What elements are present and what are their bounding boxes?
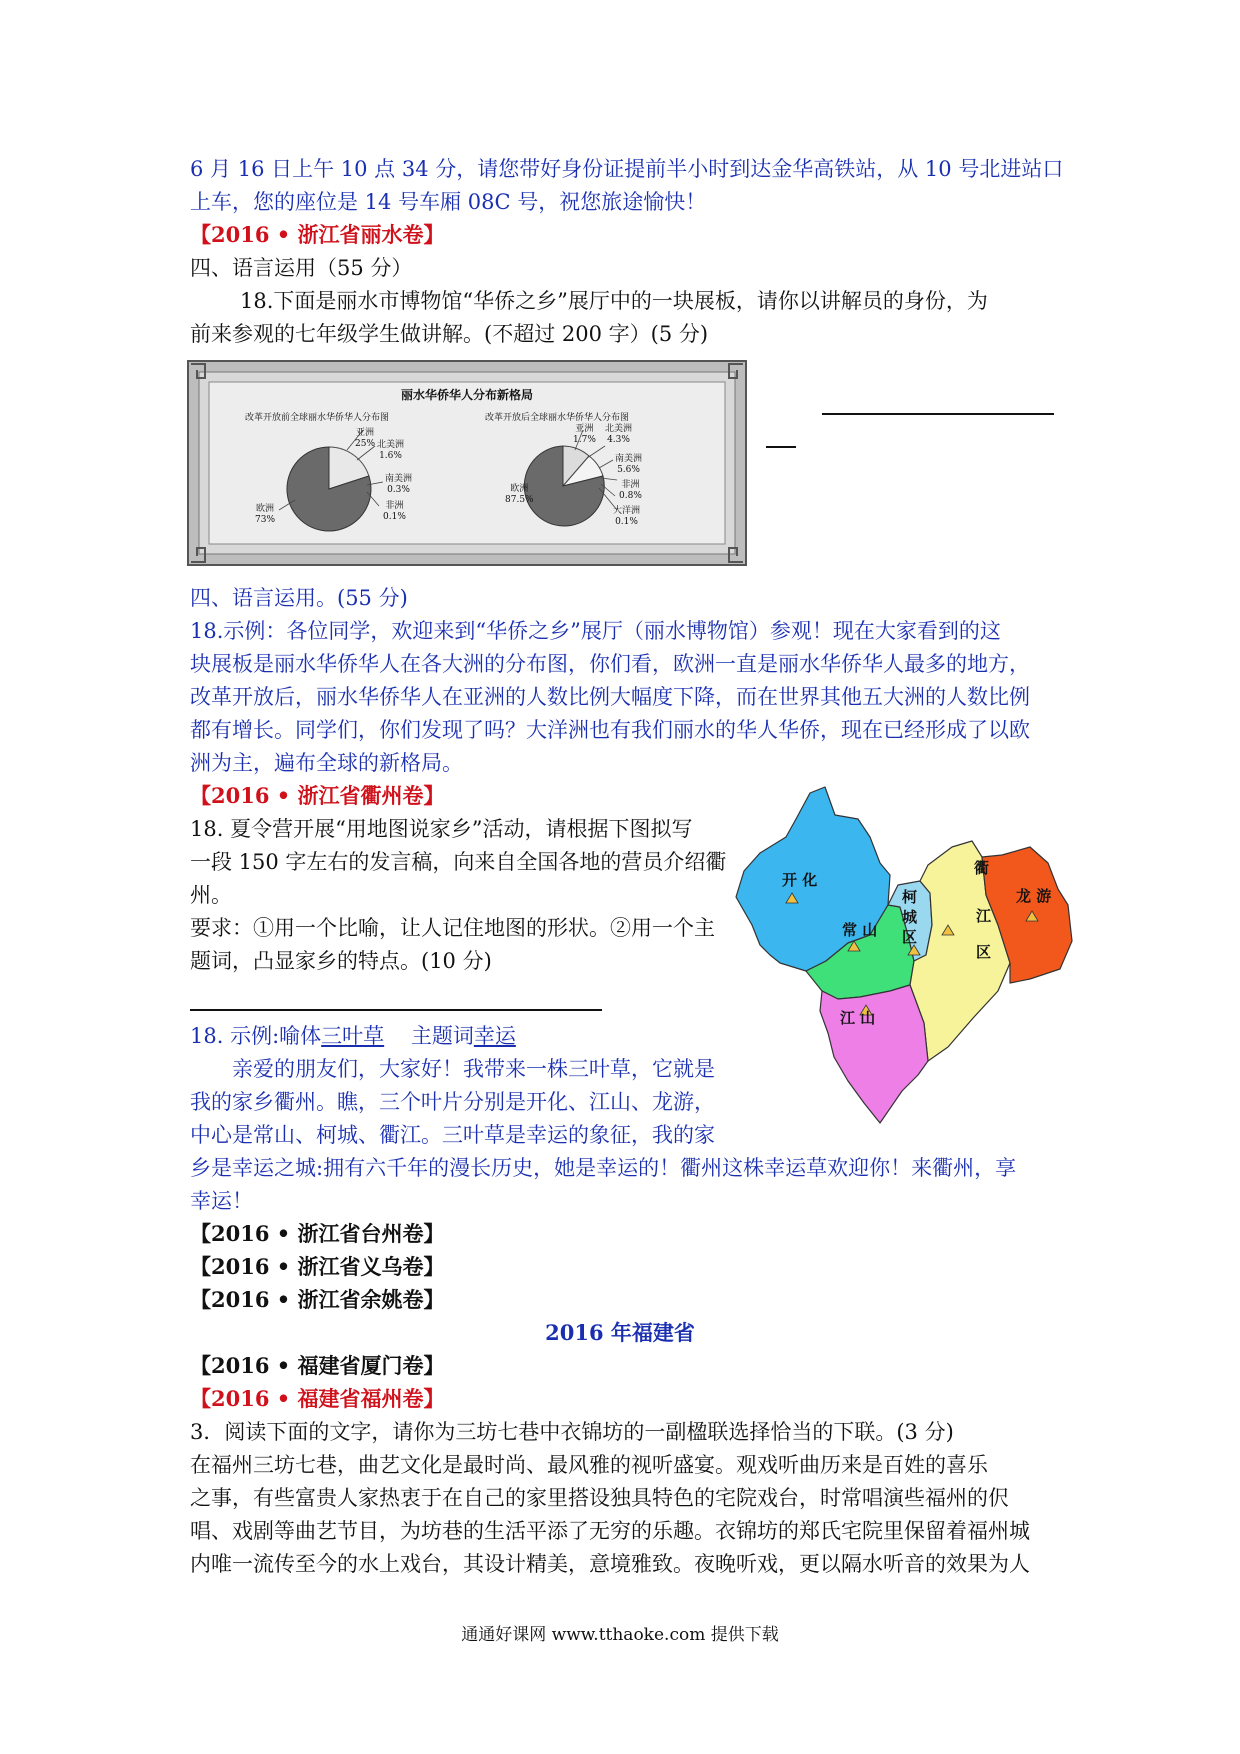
yiwu-tag: 【2016 • 浙江省义乌卷】: [190, 1254, 445, 1279]
map-label-kaihua: 开 化: [782, 871, 818, 889]
passage-line-2: 之事，有些富贵人家热衷于在自己的家里搭设独具特色的宅院戏台，时常唱演些福州的伬: [190, 1486, 1009, 1510]
quzhou-answer-line-4: 乡是幸运之城:拥有六千年的漫长历史，她是幸运的！衢州这株幸运草欢迎你！来衢州，享: [190, 1156, 1017, 1180]
notice-line-1: 6 月 16 日上午 10 点 34 分，请您带好身份证提前半小时到达金华高铁站，从 10 号北进站口: [190, 157, 1064, 181]
exhibition-panel: [187, 360, 747, 566]
passage-line-4: 内唯一流传至今的水上戏台，其设计精美，意境雅致。夜晚听戏，更以隔水听音的效果为人: [190, 1552, 1030, 1576]
right-label-europe: 欧洲 87.5%: [505, 484, 534, 505]
answer-line-5: 洲为主，遍布全球的新格局。: [190, 751, 463, 775]
passage-line-1: 在福州三坊七巷，曲艺文化是最时尚、最风雅的视听盛宴。观戏听曲历来是百姓的喜乐: [190, 1453, 988, 1477]
yuyao-tag: 【2016 • 浙江省余姚卷】: [190, 1287, 445, 1312]
quzhou-question-line-1: 18. 夏令营开展“用地图说家乡”活动，请根据下图拟写: [190, 817, 693, 841]
map-label-jiangshan: 江 山: [840, 1009, 876, 1027]
answer-line-2: 块展板是丽水华侨华人在各大洲的分布图，你们看，欧洲一直是丽水华侨华人最多的地方，: [190, 652, 1030, 676]
passage-line-3: 唱、戏剧等曲艺节目，为坊巷的生活平添了无穷的乐趣。衣锦坊的郑氏宅院里保留着福州城: [190, 1519, 1030, 1543]
left-label-asia: 亚洲 25%: [355, 428, 376, 449]
quzhou-tag: 【2016 • 浙江省衢州卷】: [190, 783, 445, 808]
answer-theme: 幸运: [473, 1024, 516, 1048]
right-label-north-america: 北美洲 4.3%: [605, 424, 633, 445]
answer-blank-line-2: [766, 446, 796, 448]
quzhou-answer-line-5: 幸运！: [190, 1189, 253, 1213]
lishui-section: 四、语言运用（55 分）: [190, 256, 413, 280]
quzhou-blank-line: [190, 1009, 602, 1011]
quzhou-answer-header: [190, 1020, 516, 1052]
lishui-question-line-1: 18.下面是丽水市博物馆“华侨之乡”展厅中的一块展板，请你以讲解员的身份，为: [240, 289, 988, 313]
fuzhou-tag: 【2016 • 福建省福州卷】: [190, 1386, 445, 1411]
panel-title: 丽水华侨华人分布新格局: [400, 388, 533, 402]
quzhou-question-line-4: 要求：①用一个比喻，让人记住地图的形状。②用一个主: [190, 916, 715, 940]
notice-line-2: 上车，您的座位是 14 号车厢 08C 号，祝您旅途愉快！: [190, 190, 707, 214]
map-label-longyou: 龙 游: [1016, 887, 1052, 905]
right-label-oceania: 大洋洲 0.1%: [613, 506, 641, 527]
quzhou-answer-line-1: 亲爱的朋友们，大家好！我带来一株三叶草，它就是: [232, 1057, 715, 1081]
map-label-jiang: 江: [976, 907, 992, 925]
right-label-asia: 亚洲 1.7%: [573, 424, 596, 445]
map-label-changshan: 常 山: [842, 921, 878, 939]
left-pie-chart: [287, 447, 371, 531]
answer-vehicle-label: 18. 示例:喻体: [190, 1024, 322, 1048]
answer-theme-label: 主题词: [384, 1024, 474, 1048]
quzhou-map: [730, 785, 1075, 1125]
answer-blank-line-1: [822, 413, 1054, 415]
answer-vehicle: 三叶草: [321, 1024, 385, 1048]
quzhou-question-line-3: 州。: [190, 883, 232, 907]
left-label-north-america: 北美洲 1.6%: [377, 440, 405, 461]
left-label-europe: 欧洲 73%: [255, 504, 276, 525]
fujian-heading: 2016 年福建省: [545, 1320, 695, 1345]
answer-line-3: 改革开放后，丽水华侨华人在亚洲的人数比例大幅度下降，而在世界其他五大洲的人数比例: [190, 685, 1030, 709]
lishui-tag: 【2016 • 浙江省丽水卷】: [190, 222, 445, 247]
panel-left-title: 改革开放前全球丽水华侨华人分布图: [245, 413, 390, 423]
quzhou-answer-line-2: 我的家乡衢州。瞧，三个叶片分别是开化、江山、龙游，: [190, 1090, 715, 1114]
right-label-africa: 非洲 0.8%: [619, 480, 642, 501]
quzhou-answer-line-3: 中心是常山、柯城、衢江。三叶草是幸运的象征，我的家: [190, 1123, 715, 1147]
map-label-qu-district: 区: [976, 943, 992, 961]
left-label-africa: 非洲 0.1%: [383, 501, 406, 522]
quzhou-question-line-5: 题词，凸显家乡的特点。(10 分): [190, 949, 492, 973]
page-footer: 通通好课网 www.tthaoke.com 提供下载: [461, 1625, 779, 1645]
quzhou-question-line-2: 一段 150 字左右的发言稿，向来自全国各地的营员介绍衢: [190, 850, 727, 874]
left-label-south-america: 南美洲 0.3%: [385, 474, 413, 495]
quzhou-map-graphic: [730, 785, 1075, 1125]
xiamen-tag: 【2016 • 福建省厦门卷】: [190, 1353, 445, 1378]
answer-line-1: 18.示例：各位同学，欢迎来到“华侨之乡”展厅（丽水博物馆）参观！现在大家看到的这: [190, 619, 1001, 643]
map-label-kecheng: 柯 城 区: [902, 888, 918, 946]
map-label-qu: 衢: [974, 859, 990, 877]
taizhou-tag: 【2016 • 浙江省台州卷】: [190, 1221, 445, 1246]
fuzhou-question-3: 3．阅读下面的文字，请你为三坊七巷中衣锦坊的一副楹联选择恰当的下联。(3 分): [190, 1420, 954, 1444]
panel-right-title: 改革开放后全球丽水华侨华人分布图: [485, 413, 630, 423]
right-label-south-america: 南美洲 5.6%: [615, 454, 643, 475]
answer-section: 四、语言运用。(55 分): [190, 586, 408, 610]
map-region-jiangshan: [820, 985, 928, 1123]
answer-line-4: 都有增长。同学们，你们发现了吗？大洋洲也有我们丽水的华人华侨，现在已经形成了以欧: [190, 718, 1030, 742]
lishui-question-line-2: 前来参观的七年级学生做讲解。(不超过 200 字）(5 分): [190, 322, 709, 346]
